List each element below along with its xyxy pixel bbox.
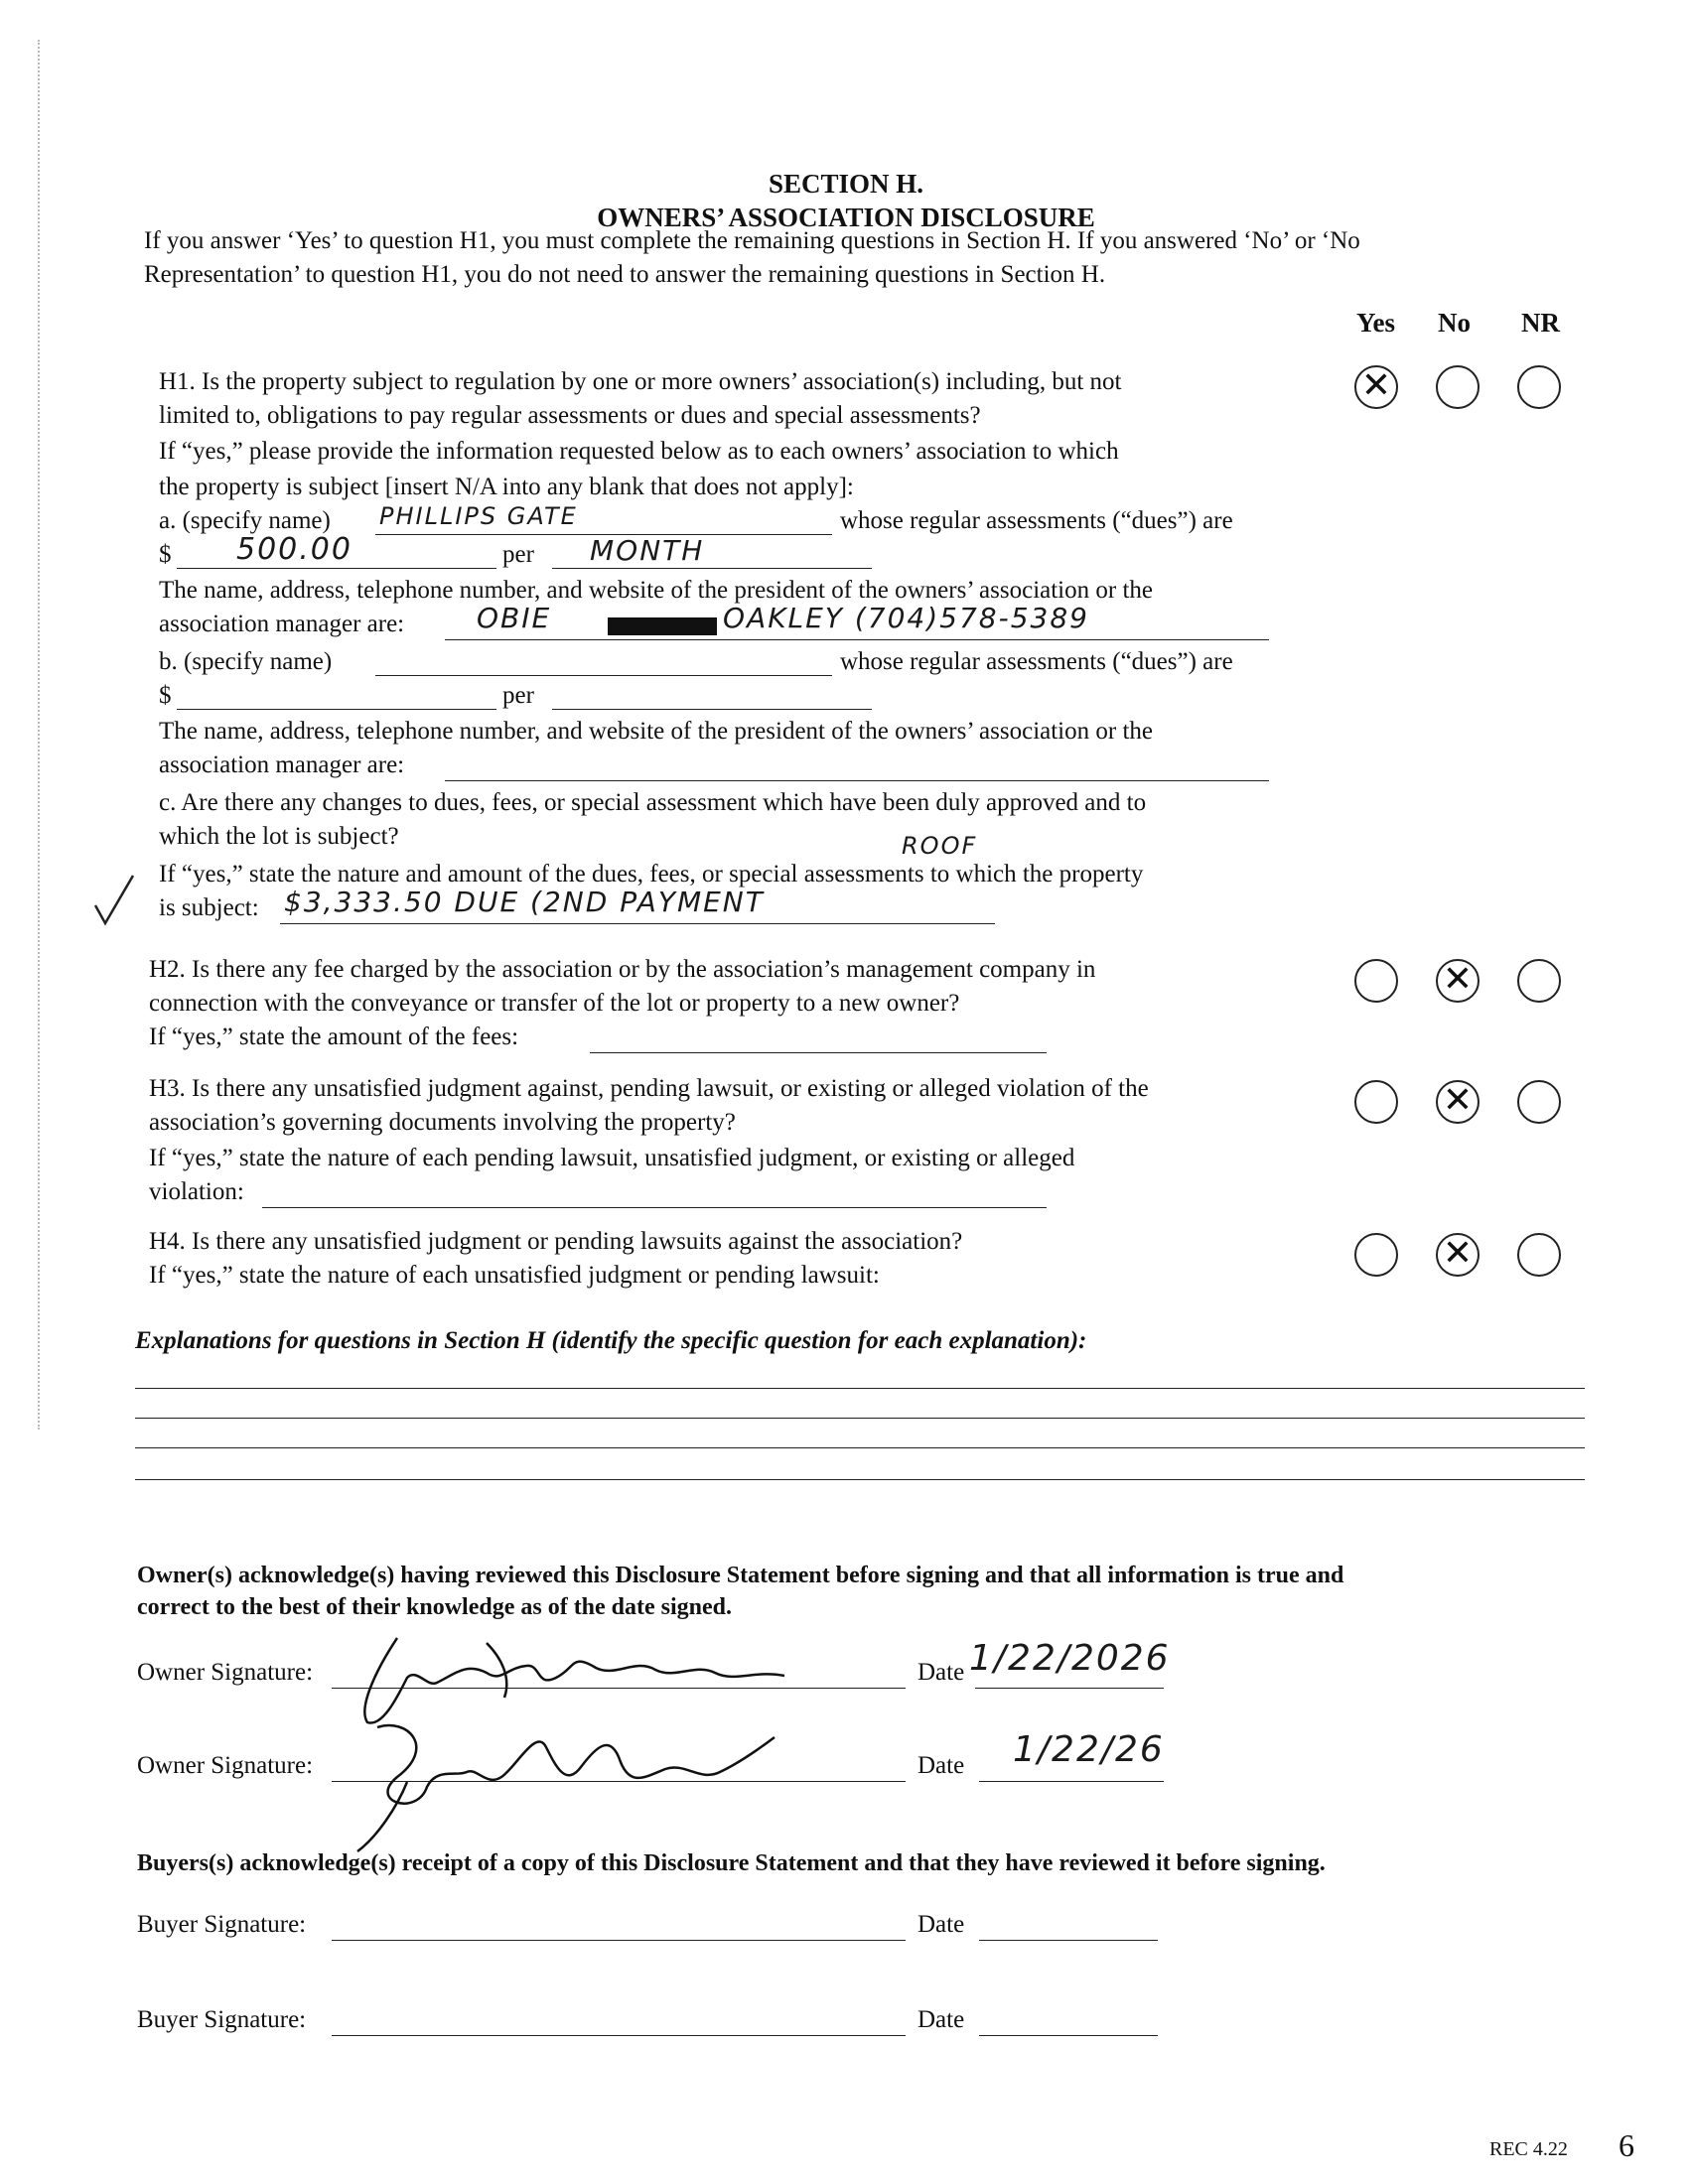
h1-c-answer-line	[280, 923, 995, 924]
h3-question-line-4: violation:	[149, 1178, 244, 1205]
explanations-heading: Explanations for questions in Section H (identify the specific question for each explanation):	[135, 1327, 1087, 1354]
h3-question-line-1: H3. Is there any unsatisfied judgment against, pending lawsuit, or existing or alleged violation of the	[149, 1075, 1149, 1102]
h1-c-line-3: If “yes,” state the nature and amount of the dues, fees, or special assessments to which the property	[159, 861, 1144, 887]
h1-a-president-contact[interactable]: OAKLEY (704)578-5389	[723, 602, 1089, 634]
buyer-signature-label-2: Buyer Signature:	[137, 2006, 307, 2033]
h1-question-line-4: the property is subject [insert N/A into any blank that does not apply]:	[159, 474, 854, 500]
intro-line-2: Representation’ to question H1, you do not need to answer the remaining questions in Section H.	[144, 261, 1106, 288]
page-title: OWNERS’ ASSOCIATION DISCLOSURE	[597, 203, 1095, 232]
owner-date-field-1[interactable]: 1/22/2026	[969, 1638, 1171, 1679]
section-label: SECTION H.	[768, 169, 924, 199]
h1-a-dollar-sign: $	[159, 541, 172, 568]
explanation-line-4[interactable]	[135, 1479, 1585, 1480]
owner-signature-label-1: Owner Signature:	[137, 1659, 314, 1686]
scan-edge-marks	[38, 40, 40, 1430]
h4-nr-radio[interactable]	[1517, 1233, 1561, 1277]
h1-question-line-3: If “yes,” please provide the information requested below as to each owners’ association to which	[159, 438, 1119, 465]
buyer-date-line-1[interactable]	[979, 1940, 1158, 1941]
intro-line-1: If you answer ‘Yes’ to question H1, you must complete the remaining questions in Section H. If you answered ‘No’ or ‘No	[144, 227, 1360, 254]
h1-yes-radio[interactable]: ✕	[1354, 365, 1398, 409]
h4-no-radio[interactable]: ✕	[1436, 1233, 1480, 1277]
h1-a-dues-text: whose regular assessments (“dues”) are	[840, 507, 1233, 534]
h2-yes-radio[interactable]	[1354, 959, 1398, 1003]
h1-question-line-1: H1. Is the property subject to regulation by one or more owners’ association(s) including, but not	[159, 368, 1122, 395]
owner-ack-line-1: Owner(s) acknowledge(s) having reviewed this Disclosure Statement before signing and that all information is true and	[137, 1563, 1344, 1588]
h1-c-answer-field[interactable]: $3,333.50 DUE (2ND PAYMENT	[284, 886, 765, 918]
h1-a-period-line	[552, 568, 872, 569]
h1-a-period-field[interactable]: MONTH	[590, 534, 705, 567]
h3-violation-line[interactable]	[262, 1207, 1047, 1208]
owner-date-field-2[interactable]: 1/22/26	[1013, 1729, 1165, 1770]
h1-a-per-label: per	[502, 541, 534, 568]
buyer-signature-line-1[interactable]	[332, 1940, 906, 1941]
h3-nr-radio[interactable]	[1517, 1080, 1561, 1124]
column-header-nr: NR	[1521, 308, 1560, 338]
h2-question-line-3: If “yes,” state the amount of the fees:	[149, 1024, 519, 1050]
h4-question-line-2: If “yes,” state the nature of each unsatisfied judgment or pending lawsuit:	[149, 1262, 880, 1289]
h2-nr-radio[interactable]	[1517, 959, 1561, 1003]
buyer-date-label-2: Date	[917, 2006, 965, 2033]
owner-ack-line-2: correct to the best of their knowledge as of the date signed.	[137, 1594, 733, 1620]
h1-b-label: b. (specify name)	[159, 648, 333, 675]
h1-c-line-2: which the lot is subject?	[159, 823, 399, 850]
h1-a-amount-field[interactable]: 500.00	[236, 532, 352, 567]
h2-question-line-2: connection with the conveyance or transfer of the lot or property to a new owner?	[149, 990, 960, 1017]
column-header-no: No	[1438, 308, 1471, 338]
h1-b-president-line-2: association manager are:	[159, 751, 405, 778]
h1-b-president-line-1: The name, address, telephone number, and website of the president of the owners’ association or the	[159, 718, 1153, 745]
h1-nr-radio[interactable]	[1517, 365, 1561, 409]
h2-fee-amount-line[interactable]	[590, 1052, 1047, 1053]
h1-a-name-field[interactable]: PHILLIPS GATE	[379, 502, 578, 530]
redaction-bar	[608, 617, 717, 635]
buyer-signature-line-2[interactable]	[332, 2035, 906, 2036]
h1-a-label: a. (specify name)	[159, 507, 331, 534]
buyer-date-line-2[interactable]	[979, 2035, 1158, 2036]
buyer-signature-label-1: Buyer Signature:	[137, 1911, 307, 1938]
h1-b-name-line[interactable]	[375, 675, 832, 676]
owner-signature-label-2: Owner Signature:	[137, 1752, 314, 1779]
h1-question-line-2: limited to, obligations to pay regular assessments or dues and special assessments?	[159, 402, 981, 429]
owner-signature-2-image	[338, 1707, 794, 1856]
h1-a-president-line-1: The name, address, telephone number, and website of the president of the owners’ association or the	[159, 577, 1153, 604]
buyer-ack-line: Buyers(s) acknowledge(s) receipt of a copy of this Disclosure Statement and that they have reviewed it before signing.	[137, 1850, 1326, 1876]
h1-c-line-1: c. Are there any changes to dues, fees, or special assessment which have been duly approved and to	[159, 789, 1147, 816]
form-code: REC 4.22	[1489, 2138, 1568, 2160]
h3-no-radio[interactable]: ✕	[1436, 1080, 1480, 1124]
h1-c-roof-annotation: ROOF	[902, 832, 978, 860]
h3-question-line-2: association’s governing documents involving the property?	[149, 1109, 736, 1136]
explanation-line-2[interactable]	[135, 1418, 1585, 1419]
owner-date-label-1: Date	[917, 1659, 965, 1686]
h2-question-line-1: H2. Is there any fee charged by the association or by the association’s management company in	[149, 956, 1096, 983]
owner-date-label-2: Date	[917, 1752, 965, 1779]
h3-yes-radio[interactable]	[1354, 1080, 1398, 1124]
h1-a-amount-line	[177, 568, 496, 569]
h1-a-president-line	[445, 639, 1269, 640]
explanation-line-1[interactable]	[135, 1388, 1585, 1389]
h4-yes-radio[interactable]	[1354, 1233, 1398, 1277]
h2-no-radio[interactable]: ✕	[1436, 959, 1480, 1003]
h1-b-dues-text: whose regular assessments (“dues”) are	[840, 648, 1233, 675]
h3-question-line-3: If “yes,” state the nature of each pending lawsuit, unsatisfied judgment, or existing or alleged	[149, 1145, 1075, 1171]
explanation-line-3[interactable]	[135, 1447, 1585, 1448]
h1-no-radio[interactable]	[1436, 365, 1480, 409]
owner-date-line-1	[975, 1688, 1164, 1689]
h1-b-dollar-sign: $	[159, 682, 172, 709]
h1-b-per-label: per	[502, 682, 534, 709]
h1-b-president-line[interactable]	[445, 780, 1269, 781]
page-number: 6	[1619, 2127, 1634, 2163]
h1-a-president-line-2: association manager are:	[159, 611, 405, 637]
owner-date-line-2	[979, 1781, 1164, 1782]
buyer-date-label-1: Date	[917, 1911, 965, 1938]
h1-c-line-4: is subject:	[159, 894, 259, 921]
h1-b-period-line[interactable]	[552, 709, 872, 710]
column-header-yes: Yes	[1356, 308, 1395, 338]
h1-a-president-first-name[interactable]: OBIE	[477, 602, 552, 634]
reviewer-checkmark-icon	[89, 870, 139, 929]
h4-question-line-1: H4. Is there any unsatisfied judgment or pending lawsuits against the association?	[149, 1228, 963, 1255]
h1-b-amount-line[interactable]	[177, 709, 496, 710]
